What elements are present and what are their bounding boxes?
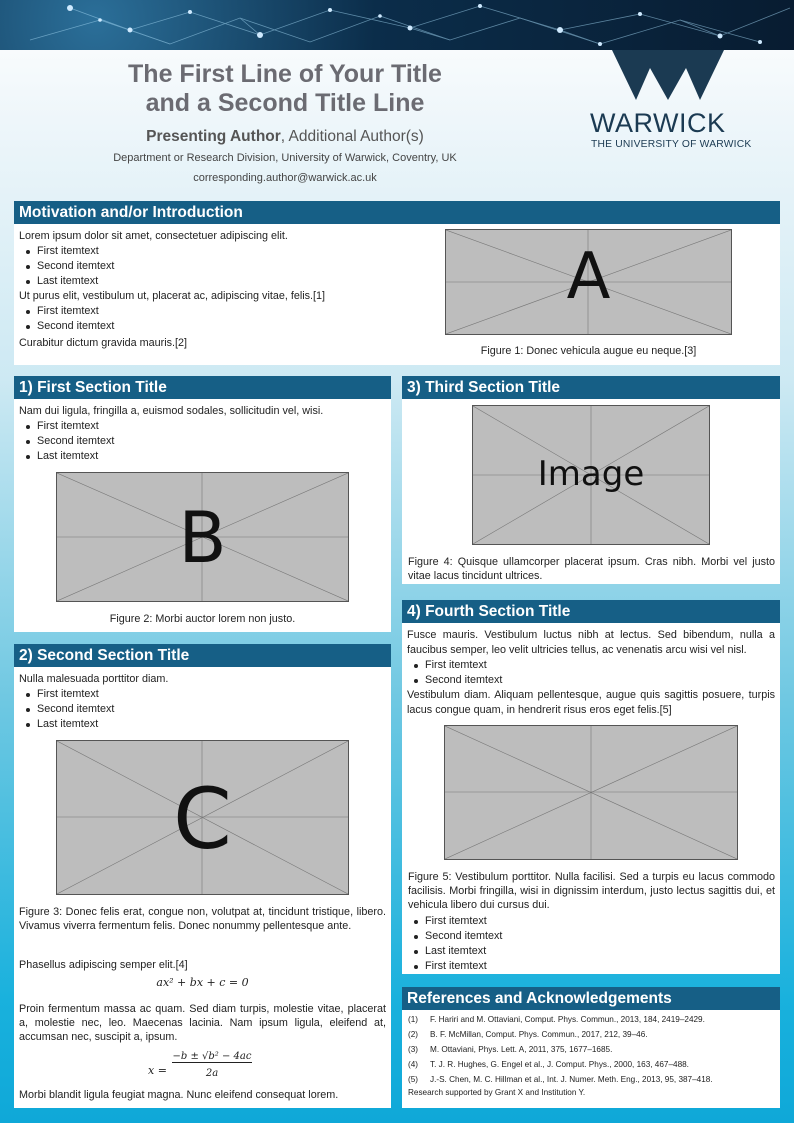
motivation-heading: Motivation and/or Introduction bbox=[14, 201, 780, 224]
paragraph: Curabitur dictum gravida mauris.[2] bbox=[19, 337, 188, 349]
list-item: Second itemtext bbox=[24, 319, 419, 334]
references-heading: References and Acknowledgements bbox=[402, 987, 780, 1010]
list-item: First itemtext bbox=[24, 244, 419, 259]
section-1-panel bbox=[14, 376, 391, 632]
list-item: Last itemtext bbox=[24, 717, 386, 732]
paragraph: Nam dui ligula, fringilla a, euismod sodales, sollicitudin vel, wisi. bbox=[19, 405, 324, 417]
bullet-list bbox=[407, 658, 775, 688]
paragraph: Morbi blandit ligula feugiat magna. Nunc eleifend consequat lorem. bbox=[19, 1089, 339, 1101]
figure-4-caption: Figure 4: Quisque ullamcorper placerat ipsum. Cras nibh. Morbi vel justo vitae lacus tincidunt ultrices. bbox=[408, 556, 775, 582]
affiliation: Department or Research Division, University of Warwick, Coventry, UK bbox=[113, 152, 457, 164]
reference-text: J.-S. Chen, M. C. Hillman et al., Int. J. Numer. Meth. Eng., 2013, 95, 387–418. bbox=[430, 1075, 713, 1084]
section-1-heading: 1) First Section Title bbox=[14, 376, 391, 399]
reference-number: (1) bbox=[408, 1015, 419, 1024]
figure-4-placeholder bbox=[472, 405, 710, 545]
section-4-panel bbox=[402, 600, 780, 974]
reference-number: (2) bbox=[408, 1030, 419, 1039]
reference-number: (3) bbox=[408, 1045, 419, 1054]
list-item: First itemtext bbox=[412, 959, 774, 974]
bullet-list bbox=[19, 304, 419, 334]
figure-letter: A bbox=[566, 240, 611, 314]
bullet-list bbox=[19, 244, 419, 289]
list-item: Second itemtext bbox=[24, 702, 386, 717]
reference-text: T. J. R. Hughes, G. Engel et al., J. Comput. Phys., 2000, 163, 467–488. bbox=[430, 1060, 689, 1069]
paragraph: Proin fermentum massa ac quam. Sed diam turpis, molestie vitae, placerat a, molestie nec, leo. Maecenas lacinia. Nam ipsum ligula, eleifend at, accumsan nec, suscipit a, ipsum. bbox=[19, 1003, 386, 1043]
figure-2-placeholder bbox=[56, 472, 349, 602]
list-item: Second itemtext bbox=[24, 259, 419, 274]
list-item: Second itemtext bbox=[24, 434, 386, 449]
presenting-author: Presenting Author bbox=[146, 128, 281, 145]
figure-1-placeholder bbox=[445, 229, 732, 335]
poster-title-line1: The First Line of Your Title bbox=[128, 60, 442, 88]
figure-letter: B bbox=[178, 497, 227, 579]
equation-lhs: x = bbox=[148, 1064, 167, 1077]
list-item: Last itemtext bbox=[24, 274, 419, 289]
paragraph: Fusce mauris. Vestibulum luctus nibh at lectus. Sed bibendum, nulla a faucibus semper, leo velit ultricies tellus, ac venenatis arcu wisi vel nisl. bbox=[407, 629, 775, 656]
reference-text: F. Hariri and M. Ottaviani, Comput. Phys. Commun., 2013, 184, 2419–2429. bbox=[430, 1015, 705, 1024]
reference-item bbox=[408, 1027, 775, 1042]
network-banner-graphic bbox=[0, 0, 794, 50]
list-item: First itemtext bbox=[24, 304, 419, 319]
author-line bbox=[70, 128, 500, 146]
bullet-list bbox=[407, 914, 774, 974]
list-item: First itemtext bbox=[24, 419, 386, 434]
list-item: Second itemtext bbox=[412, 673, 775, 688]
reference-text: M. Ottaviani, Phys. Lett. A, 2011, 375, 1677–1685. bbox=[430, 1045, 613, 1054]
paragraph: Ut purus elit, vestibulum ut, placerat ac, adipiscing vitae, felis.[1] bbox=[19, 290, 326, 302]
bullet-list bbox=[19, 687, 386, 732]
reference-item bbox=[408, 1072, 775, 1087]
logo-subtitle: THE UNIVERSITY OF WARWICK bbox=[591, 139, 752, 150]
figure-2-caption: Figure 2: Morbi auctor lorem non justo. bbox=[109, 613, 296, 625]
paragraph: Lorem ipsum dolor sit amet, consectetuer adipiscing elit. bbox=[19, 230, 288, 242]
list-item: Last itemtext bbox=[24, 449, 386, 464]
equation-denominator: 2a bbox=[205, 1068, 219, 1079]
figure-5-caption: Figure 5: Vestibulum porttitor. Nulla facilisi. Sed a turpis eu lacus commodo facilisis. Morbi fringilla, wisi in dignissim interdum, justo lectus sagittis dui, et vehicula libero dui cursus dui. bbox=[408, 871, 775, 911]
figure-word: Image bbox=[537, 454, 645, 494]
figure-1-caption: Figure 1: Donec vehicula augue eu neque.[3] bbox=[480, 345, 697, 357]
section-3-heading: 3) Third Section Title bbox=[402, 376, 780, 399]
reference-item bbox=[408, 1057, 775, 1072]
poster-title-line2: and a Second Title Line bbox=[145, 89, 425, 117]
references-panel bbox=[402, 987, 780, 1108]
reference-item bbox=[408, 1042, 775, 1057]
paragraph: Phasellus adipiscing semper elit.[4] bbox=[19, 959, 188, 971]
bullet-list bbox=[19, 419, 386, 464]
figure-5-placeholder bbox=[444, 725, 738, 860]
contact-email: corresponding.author@warwick.ac.uk bbox=[193, 172, 377, 184]
section-2-panel bbox=[14, 644, 391, 1108]
motivation-panel bbox=[14, 201, 780, 365]
section-3-panel bbox=[402, 376, 780, 584]
header-banner bbox=[0, 0, 794, 50]
acknowledgement-note: Research supported by Grant X and Institution Y. bbox=[408, 1088, 586, 1097]
reference-number: (4) bbox=[408, 1060, 419, 1069]
figure-3-caption: Figure 3: Donec felis erat, congue non, volutpat at, tincidunt tristique, libero. Vivamus viverra fermentum felis. Donec nonummy pellentesque ante. bbox=[19, 906, 386, 932]
section-4-heading: 4) Fourth Section Title bbox=[402, 600, 780, 623]
section-2-heading: 2) Second Section Title bbox=[14, 644, 391, 667]
reference-number: (5) bbox=[408, 1075, 419, 1084]
equation-numerator: −b ± √b² − 4ac bbox=[172, 1051, 252, 1062]
list-item: First itemtext bbox=[24, 687, 386, 702]
list-item: Second itemtext bbox=[412, 929, 774, 944]
list-item: First itemtext bbox=[412, 914, 774, 929]
list-item: Last itemtext bbox=[412, 944, 774, 959]
figure-letter: C bbox=[173, 770, 232, 868]
list-item: First itemtext bbox=[412, 658, 775, 673]
placeholder-cross-icon bbox=[445, 726, 737, 859]
paragraph: Vestibulum diam. Aliquam pellentesque, augue quis sagittis posuere, turpis lacus congue quam, in hendrerit risus eros eget felis.[5] bbox=[407, 689, 775, 716]
poster-title-block bbox=[70, 60, 500, 186]
equation-quadratic: ax² + bx + c = 0 bbox=[156, 976, 249, 989]
reference-item bbox=[408, 1012, 775, 1027]
paragraph: Nulla malesuada porttitor diam. bbox=[19, 673, 169, 685]
figure-3-placeholder bbox=[56, 740, 349, 895]
reference-list bbox=[402, 1010, 780, 1087]
logo-wordmark: WARWICK bbox=[590, 108, 726, 138]
additional-authors: , Additional Author(s) bbox=[280, 128, 424, 145]
reference-text: B. F. McMillan, Comput. Phys. Commun., 2017, 212, 39–46. bbox=[430, 1030, 648, 1039]
